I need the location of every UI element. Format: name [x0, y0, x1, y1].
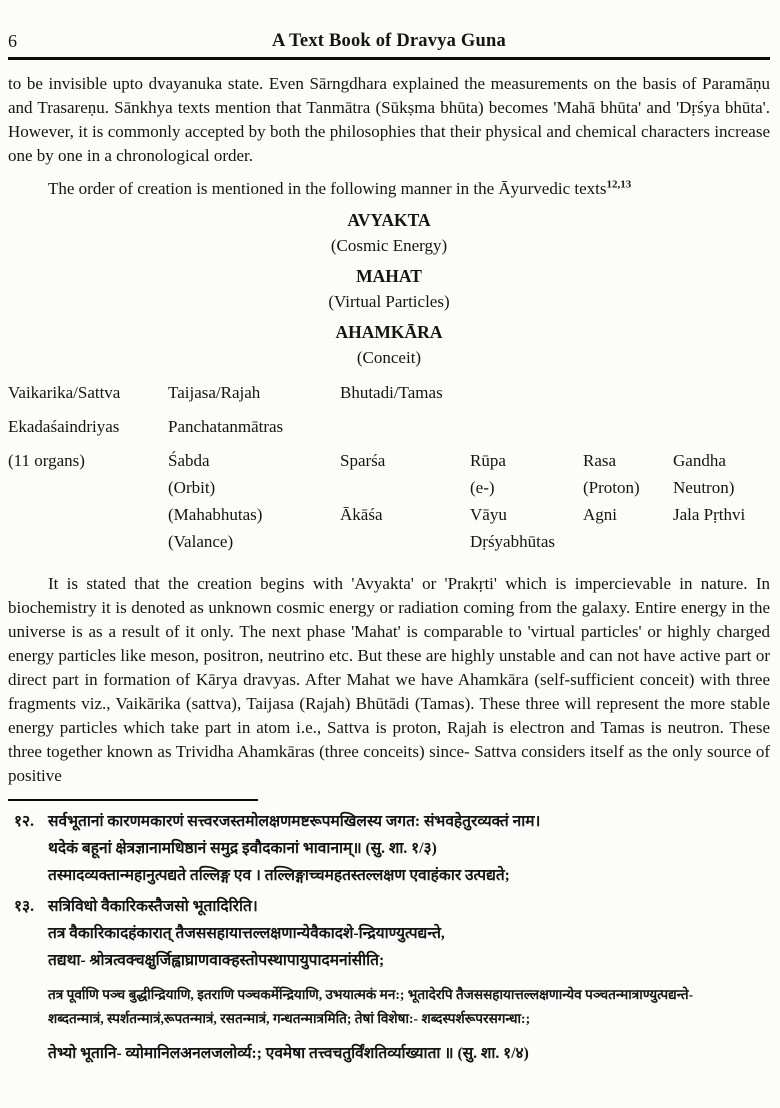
creation-table — [8, 383, 770, 559]
table-cell: Vāyu — [470, 505, 507, 524]
table-cell: Vaikarika/Sattva — [8, 383, 121, 402]
table-cell: (Proton) — [583, 478, 640, 497]
creation-stage-name: AVYAKTA — [347, 210, 431, 230]
paragraph-3: It is stated that the creation begins with 'Avyakta' or 'Prakṛti' which is impercievable in nature. In biochemistry it is denoted as unknown cosmic energy or radiation coming from the galaxy. Entire energy in the universe is as a result of it only. The next phase 'Mahat' is comparable to 'virtual particles' or highly charged energy particles like meson, positron, neutrino etc. But these are highly unstable and can not have active part or direct part in formation of Kārya dravyas. After Mahat we have Ahamkāra (self-sufficient conceit) with three fragments viz., Vaikārika (sattva), Taijasa (Rajah) Bhūtādi (Tamas). These three will represent the more stable energy particles which take part in atom i.e., Sattva is proton, Rajah is electron and Tamas is neutron. These three together known as Trividha Ahamkāras (three conceits) since- Sattva considers itself as the only source of positive — [8, 574, 770, 785]
paragraph-2-text: The order of creation is mentioned in the following manner in the Āyurvedic texts — [48, 179, 607, 198]
creation-stage-gloss: (Cosmic Energy) — [330, 236, 448, 255]
table-cell: Bhutadi/Tamas — [340, 383, 443, 402]
paragraph-1: to be invisible upto dvayanuka state. Even Sārngdhara explained the measurements on the basis of Paramāṇu and Trasareṇu. Sānkhya texts mention that Tanmātra (Sūkṣma bhūta) becomes 'Mahā bhūta' and 'Dṛśya bhūta'. However, it is commonly accepted by both the philosophies that their physical and chemical characters increase one by one in a chronological order. — [8, 74, 770, 165]
table-row — [8, 383, 770, 410]
table-cell: Neutron) — [673, 478, 735, 497]
footnotes — [8, 808, 770, 1067]
table-cell: (e-) — [470, 478, 495, 497]
table-cell: Panchatanmātras — [168, 417, 284, 436]
creation-stage-name: AHAMKĀRA — [335, 322, 443, 342]
table-cell: Rūpa — [470, 451, 506, 470]
table-row — [8, 451, 770, 478]
header-rule — [8, 57, 770, 60]
footnote-13-marker: १३. — [14, 898, 34, 915]
table-cell: Gandha — [673, 451, 726, 470]
table-cell: (11 organs) — [8, 451, 85, 470]
page-number: 6 — [8, 31, 17, 51]
footnote-13 — [8, 893, 770, 1067]
running-head-title: A Text Book of Dravya Guna — [272, 31, 506, 51]
footnote-line: तद्यथा- श्रोत्रत्वक्चक्षुर्जिह्वाघ्राणवाक्हस्तोपस्थापायुपादमनांसीति; — [48, 952, 385, 969]
footnote-reference: 12,13 — [606, 178, 632, 191]
table-cell: (Valance) — [168, 532, 234, 551]
table-cell: Ekadaśaindriyas — [8, 417, 120, 436]
footnote-separator — [8, 799, 258, 801]
footnote-line: थदेकं बहूनां क्षेत्रज्ञानामधिष्ठानं समुद्र इवौदकानां भावानाम्॥ (सु. शा. १/३) — [48, 840, 437, 857]
table-cell: Dṛśyabhūtas — [470, 532, 555, 551]
table-cell: (Mahabhutas) — [168, 505, 263, 524]
creation-stage-gloss: (Virtual Particles) — [328, 292, 450, 311]
table-cell: Agni — [583, 505, 617, 524]
paragraph-2 — [8, 177, 770, 201]
footnote-line: तत्र पूर्वाणि पञ्च बुद्धीन्द्रियाणि, इतराणि पञ्चकर्मेन्द्रियाणि, उभयात्मकं मन:; भूतादेरपि तैजससहायात्तल्लक्षणान्येव पञ्चतन्मात्राण्युत्पद्यन्ते- — [48, 987, 694, 1002]
table-cell: Śabda — [168, 451, 210, 470]
table-cell: Jala Pṛthvi — [673, 505, 746, 524]
table-cell: Ākāśa — [340, 505, 383, 524]
footnote-line: तत्र वैकारिकादहंकारात् तैजससहायात्तल्लक्षणान्येवैकादशे-न्द्रियाण्युत्पद्यन्ते, — [48, 925, 445, 942]
creation-stage-gloss: (Conceit) — [356, 348, 422, 367]
table-cell: Rasa — [583, 451, 617, 470]
table-row — [8, 532, 770, 559]
footnote-12 — [8, 808, 770, 889]
footnote-12-body — [48, 808, 770, 889]
footnote-line: तेभ्यो भूतानि- व्योमानिलअनलजलोर्व्य:; एवमेषा तत्त्वचतुर्विंशतिर्व्याख्याता ॥ (सु. शा. १/४) — [48, 1045, 529, 1062]
table-cell: (Orbit) — [168, 478, 216, 497]
footnote-line: शब्दतन्मात्रं, स्पर्शतन्मात्रं,रूपतन्मात्रं, रसतन्मात्रं, गन्धतन्मात्रमिति; तेषां विशेषा:- शब्दस्पर्शरूपरसगन्धा:; — [48, 1011, 531, 1026]
table-row — [8, 417, 770, 444]
page-header — [8, 22, 770, 54]
footnote-line: सत्रिविधो वैकारिकस्तैजसो भूतादिरिति। — [48, 898, 258, 915]
footnote-line: सर्वभूतानां कारणमकारणं सत्त्वरजस्तमोलक्षणमष्टरूपमखिलस्य जगत: संभवहेतुरव्यक्तं नाम। — [48, 813, 541, 830]
table-cell: Taijasa/Rajah — [168, 383, 261, 402]
creation-stage-name: MAHAT — [356, 266, 422, 286]
footnote-line: तस्मादव्यक्तान्महानुत्पद्यते तल्लिङ्ग एव । तल्लिङ्गाच्चमहतस्तल्लक्षण एवाहंकार उत्पद्यते; — [48, 867, 510, 884]
footnote-12-marker: १२. — [14, 813, 34, 830]
table-cell: Sparśa — [340, 451, 386, 470]
table-row — [8, 478, 770, 505]
table-row — [8, 505, 770, 532]
footnote-13-body — [48, 893, 770, 1067]
creation-sequence — [8, 208, 770, 370]
